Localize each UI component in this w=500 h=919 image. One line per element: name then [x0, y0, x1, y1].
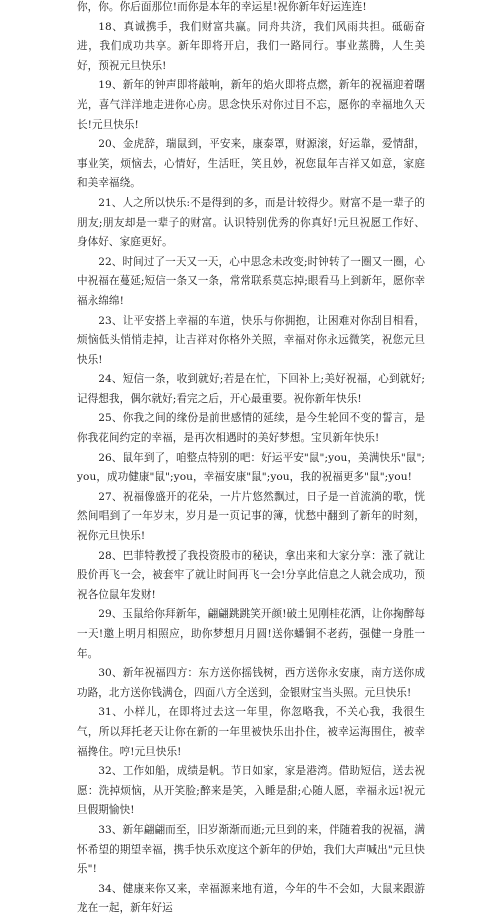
document-body [77, 0, 425, 919]
paragraph: 19、新年的钟声即将敲响，新年的焰火即将点燃，新年的祝福迎着曙光，喜气洋洋地走进你心房。思念快乐对你过目不忘，愿你的幸福地久天长!元旦快乐! [77, 79, 425, 131]
paragraph: 25、你我之间的缘份是前世感情的延续，是今生轮回不变的誓言，是你我花间约定的幸福，是再次相遇时的美好梦想。宝贝新年快乐! [77, 412, 425, 445]
paragraph: 21、人之所以快乐:不是得到的多，而是计较得少。财富不是一辈子的朋友;朋友却是一辈子的财富。认识特别优秀的你真好!元旦祝愿工作好、身体好、家庭更好。 [77, 196, 425, 249]
paragraph: 32、工作如船，成绩是帆。节日如家，家是港湾。借助短信，送去祝愿：洗掉烦恼，从开笑脸;醉来是笑，入睡是甜;心随人愿，幸福永远!祝元旦假期愉快! [77, 765, 425, 817]
paragraph: 29、玉鼠给你拜新年，翩翩跳跳笑开颜!破土见刚桂花洒，让你掬醉每一天!邀上明月相照应，助你梦想月月圆!送你蟠铜不老药，强健一身胜一年。 [77, 608, 425, 660]
paragraph: 23、让平安搭上幸福的车道，快乐与你拥抱，让困难对你刮目相看，烦恼低头悄悄走掉，让吉祥对你格外关照，幸福对你永远微笑，祝您元旦快乐! [77, 314, 425, 366]
paragraph: 26、鼠年到了，咱整点特别的吧：好运平安"鼠";you，美满快乐"鼠";you，成功健康"鼠";you，幸福安康"鼠";you，我的祝福更多"鼠";you! [77, 451, 425, 484]
paragraph: 30、新年祝福四方：东方送你摇钱树，西方送你永安康，南方送你成功路，北方送你钱满仓，四面八方全送到，金银财宝当头照。元旦快乐! [77, 667, 425, 699]
paragraph: 你，你。你后面那位!而你是本年的幸运星!祝你新年好运连连! [77, 1, 367, 13]
paragraph: 34、健康来你又来，幸福源来地有道，今年的牛不会如，大鼠来跟游龙在一起，新年好运 [77, 882, 425, 915]
paragraph: 22、时间过了一天又一天，心中思念未改变;时钟转了一圈又一圈，心中祝福在蔓延;短信一条又一条，常常联系莫忘掉;眼看马上到新年，愿你幸福永绵绵! [77, 255, 425, 307]
paragraph: 33、新年翩翩而至，旧岁渐渐而逝;元旦到的来，伴随着我的祝福，满怀希望的期望幸福，携手快乐欢度这个新年的伊始，我们大声喊出"元旦快乐"! [77, 823, 425, 876]
paragraph: 18、真诚携手，我们财富共赢。同舟共济，我们风雨共担。砥砺奋进，我们成功共享。新年即将开启，我们一路同行。事业蒸腾，人生美好，预祝元旦快乐! [77, 20, 425, 72]
paragraph: 27、祝福像盛开的花朵，一片片悠然飘过，日子是一首流淌的歌，恍然间唱到了一年岁末，岁月是一页记事的簿，忧愁中翻到了新年的时刻，祝你元旦快乐! [77, 490, 425, 543]
paragraph: 28、巴菲特教授了我投资股市的秘诀，拿出来和大家分享：涨了就让股价再飞一会，被套牢了就让时间再飞一会!分享此信息之人就会成功，预祝各位鼠年发财! [77, 549, 425, 601]
paragraph: 24、短信一条，收到就好;若是在忙，下回补上;美好祝福，心到就好;记得想我，偶尔就好;看完之后，开心最重要。祝你新年快乐! [77, 373, 425, 405]
paragraph: 31、小样儿，在即将过去这一年里，你忽略我，不关心我，我很生气，所以拜托老天让你在新的一年里被快乐出扑住，被幸运海围住，被幸福搀住。哼!元旦快乐! [77, 706, 425, 758]
paragraph: 20、金虎辞，瑞鼠到，平安来，康泰罩，财源滚，好运靠，爱情甜，事业笑，烦恼去，心情好，生活旺，笑且妙，祝您鼠年吉祥又如意，家庭和美幸福绕。 [77, 138, 425, 190]
